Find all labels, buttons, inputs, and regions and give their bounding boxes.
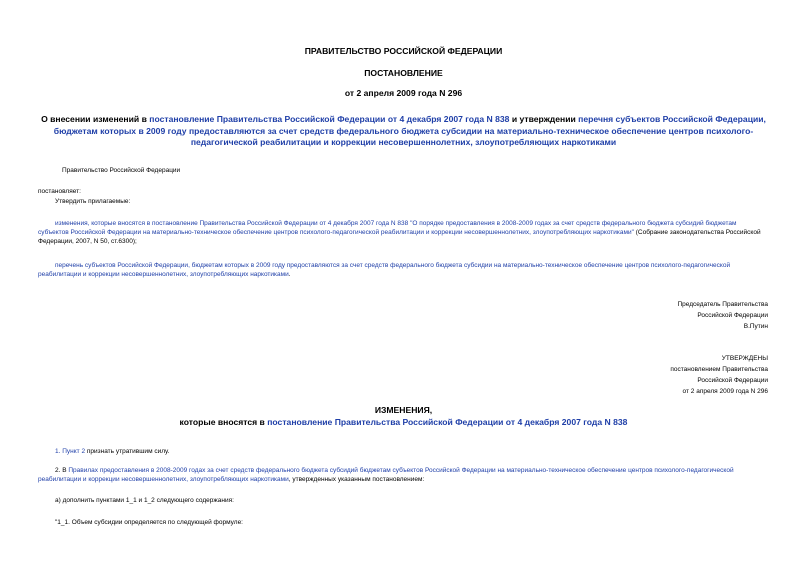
changes-subtitle-prefix: которые вносятся в bbox=[179, 417, 268, 427]
item2-rest: . bbox=[288, 271, 291, 278]
change-item-1 bbox=[55, 447, 169, 456]
document-date: от 2 апреля 2009 года N 296 bbox=[344, 88, 463, 98]
changes-subtitle-link[interactable]: постановление Правительства Российской Федерации от 4 декабря 2007 года N 838 bbox=[267, 417, 628, 427]
change-item-2-prefix: 2. В bbox=[55, 467, 69, 474]
change-item-2-rest: , утвержденных указанным постановлением: bbox=[288, 476, 425, 483]
change-item-1-rest: признать утратившим силу. bbox=[85, 448, 170, 455]
title-text-2: и утверждении bbox=[509, 114, 579, 124]
changes-subtitle bbox=[0, 417, 807, 427]
approve-line: Утвердить прилагаемые: bbox=[55, 198, 131, 205]
change-item-a: а) дополнить пунктами 1_1 и 1_2 следующего содержания: bbox=[55, 497, 234, 504]
formula-intro: "1_1. Объем субсидии определяется по следующей формуле: bbox=[55, 519, 243, 526]
clause-2-link[interactable]: Пункт 2 bbox=[62, 448, 86, 455]
resolves-line: постановляет: bbox=[38, 188, 81, 195]
signature-line-1: Председатель Правительства bbox=[677, 301, 768, 308]
approval-line-2: постановлением Правительства bbox=[670, 366, 768, 373]
change-item-2 bbox=[38, 466, 768, 484]
changes-title: ИЗМЕНЕНИЯ, bbox=[374, 405, 433, 415]
approved-item-list bbox=[38, 261, 768, 279]
rules-link[interactable]: Правилах предоставления в 2008-2009 годах за счет средств федерального бюджета субсидий бюджетам субъектов Российской Федерации на материально-техническое обеспечение центров психолого-педагогической реабилитации и коррекции несовершеннолетних, злоупотребляющих наркотиками bbox=[38, 467, 734, 483]
change-item-1-prefix: 1. bbox=[55, 448, 63, 455]
document-title bbox=[30, 114, 777, 149]
signature-block bbox=[560, 299, 768, 332]
title-text-1: О внесении изменений в bbox=[41, 114, 150, 124]
document-type-heading: ПОСТАНОВЛЕНИЕ bbox=[364, 68, 443, 78]
changes-link[interactable]: изменения, которые вносятся в постановление Правительства Российской Федерации от 4 декабря 2007 года N 838 "О порядке предоставления в 2008-2009 годах за счет средств федерального бюджета субсидий бюджетам субъектов Российской Федерации на материально-техническое обеспечение центров психолого-педагогической реабилитации и коррекции несовершеннолетних, злоупотребляющих наркотиками" bbox=[38, 220, 737, 236]
signature-line-3: В.Путин bbox=[743, 323, 768, 330]
title-link-decree-838[interactable]: постановление Правительства Российской Федерации от 4 декабря 2007 года N 838 bbox=[149, 114, 510, 124]
approved-item-changes bbox=[38, 219, 768, 246]
approval-line-4: от 2 апреля 2009 года N 296 bbox=[682, 388, 768, 395]
subjects-list-link[interactable]: перечень субъектов Российской Федерации, бюджетам которых в 2009 году предоставляются за счет средств федерального бюджета субсидии на материально-техническое обеспечение центров психолого-педагогической реабилитации и коррекции несовершеннолетних, злоупотребляющих наркотиками bbox=[38, 262, 731, 278]
government-line: Правительство Российской Федерации bbox=[62, 167, 181, 174]
signature-line-2: Российской Федерации bbox=[697, 312, 768, 319]
government-heading: ПРАВИТЕЛЬСТВО РОССИЙСКОЙ ФЕДЕРАЦИИ bbox=[304, 46, 503, 56]
approval-line-3: Российской Федерации bbox=[697, 377, 768, 384]
item1-rest: (Собрание законодательства Российской Федерации, 2007, N 50, ст.6300); bbox=[38, 229, 761, 245]
title-link-subjects-list[interactable]: перечня субъектов Российской Федерации, бюджетам которых в 2009 году предоставляются за счет средств федерального бюджета субсидии на материально-техническое обеспечение центров психолого-педагогической реабилитации и коррекции несовершеннолетних, злоупотребляющих наркотиками bbox=[53, 114, 766, 147]
approval-stamp bbox=[560, 353, 768, 397]
approval-line-1: УТВЕРЖДЕНЫ bbox=[721, 355, 768, 362]
